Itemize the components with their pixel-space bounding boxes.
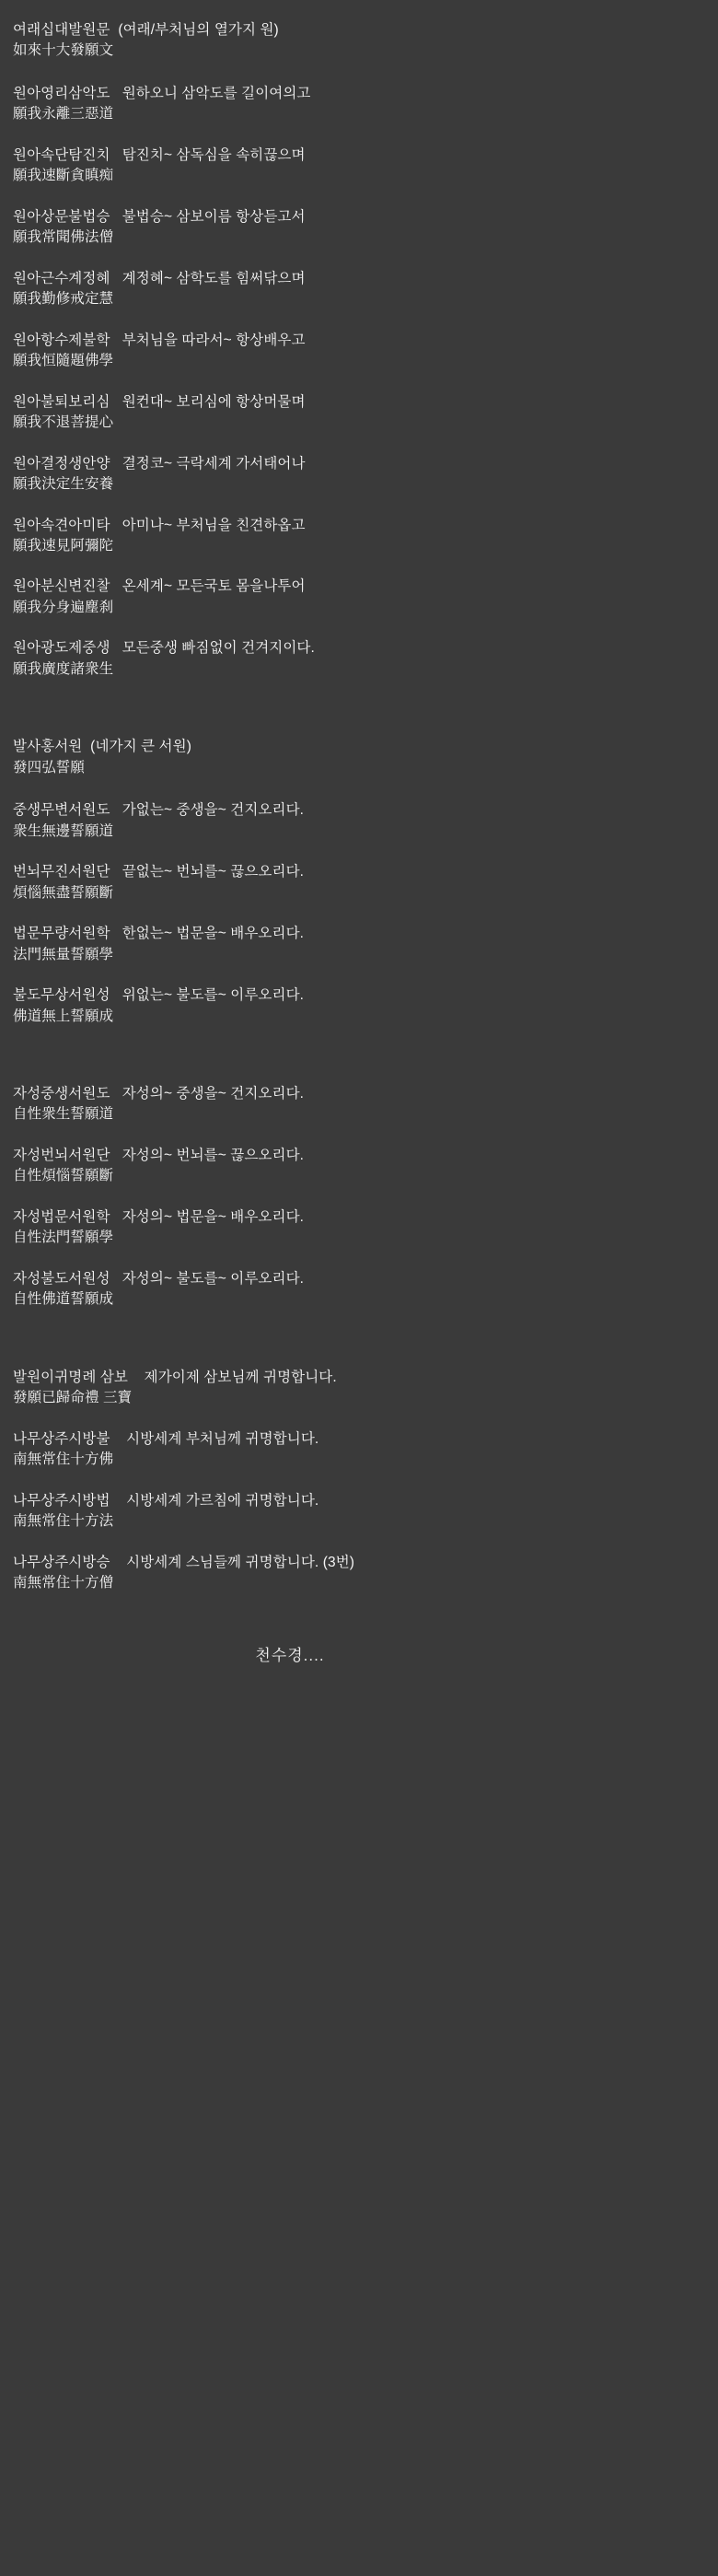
verse-korean: 자성번뇌서원단 자성의~ 번뇌를~ 끊으오리다. <box>13 1147 305 1163</box>
verse-item <box>13 84 705 125</box>
verse-korean: 원아항수제불학 부처님을 따라서~ 항상배우고 <box>13 332 306 348</box>
verse-hanja: 願我決定生安養 <box>13 476 114 493</box>
verse-item <box>13 862 705 903</box>
verse-hanja: 自性佛道誓願成 <box>13 1291 114 1308</box>
verse-hanja: 南無常住十方法 <box>13 1513 114 1530</box>
verse-hanja: 願我恒隨題佛學 <box>13 353 114 369</box>
verse-korean: 자성법문서원학 자성의~ 법문을~ 배우오리다. <box>13 1208 305 1225</box>
verse-item <box>13 207 705 249</box>
footer-label: 천수경.... <box>255 1646 325 1664</box>
verse-hanja: 自性衆生誓願道 <box>13 1106 114 1123</box>
section-title-korean: 여래십대발원문 (여래/부처님의 열가지 원) <box>13 22 279 38</box>
verse-item <box>13 1491 705 1533</box>
verse-hanja: 願我速斷貪瞋痴 <box>13 168 114 184</box>
verse-item <box>13 985 705 1027</box>
verse-hanja: 願我廣度諸衆生 <box>13 660 114 677</box>
document-footer <box>13 1642 705 1665</box>
verse-item <box>13 1429 705 1471</box>
verse-item <box>13 638 705 680</box>
verse-hanja: 南無常住十方佛 <box>13 1451 114 1468</box>
verse-korean: 중생무변서원도 가없는~ 중생을~ 건지오리다. <box>13 802 305 819</box>
verse-korean: 번뇌무진서원단 끝없는~ 번뇌를~ 끊으오리다. <box>13 864 305 880</box>
verse-item <box>13 1207 705 1249</box>
verse-item <box>13 1553 705 1594</box>
verse-item <box>13 1368 705 1409</box>
verse-item <box>13 516 705 557</box>
verse-hanja: 煩惱無盡誓願斷 <box>13 884 114 901</box>
verse-hanja: 自性法門誓願學 <box>13 1230 114 1246</box>
verse-korean: 원아근수계정혜 계정혜~ 삼학도를 힘써닦으며 <box>13 270 306 286</box>
section-spacer <box>13 700 705 737</box>
verse-item <box>13 1084 705 1125</box>
verse-item <box>13 392 705 434</box>
verse-korean: 나무상주시방승 시방세계 스님들께 귀명합니다. (3번) <box>13 1554 355 1570</box>
verse-item <box>13 577 705 618</box>
document-content <box>0 20 718 1702</box>
verse-hanja: 發願已歸命禮 三寶 <box>13 1390 133 1406</box>
verse-item <box>13 269 705 310</box>
verse-hanja: 願我分身遍塵刹 <box>13 599 114 615</box>
verse-hanja: 願我速見阿彌陀 <box>13 537 114 554</box>
verse-korean: 나무상주시방법 시방세계 가르침에 귀명합니다. <box>13 1492 319 1509</box>
bottom-spacer <box>13 1665 705 1702</box>
verse-hanja: 自性煩惱誓願斷 <box>13 1168 114 1184</box>
verse-hanja: 願我永離三惡道 <box>13 106 114 122</box>
verse-korean: 법문무량서원학 한없는~ 법문을~ 배우오리다. <box>13 926 305 942</box>
verse-korean: 불도무상서원성 위없는~ 불도를~ 이루오리다. <box>13 987 305 1004</box>
verse-korean: 원아광도제중생 모든중생 빠짐없이 건겨지이다. <box>13 640 315 657</box>
verse-korean: 자성중생서원도 자성의~ 중생을~ 건지오리다. <box>13 1086 305 1102</box>
verse-hanja: 願我不退菩提心 <box>13 414 114 431</box>
section-spacer <box>13 1331 705 1368</box>
verse-item <box>13 1269 705 1311</box>
verse-item <box>13 331 705 372</box>
section-title-yeorae <box>13 20 705 62</box>
verse-hanja: 佛道無上誓願成 <box>13 1008 114 1024</box>
verse-korean: 나무상주시방불 시방세계 부처님께 귀명합니다. <box>13 1430 319 1447</box>
verse-korean: 원아속견아미타 아미나~ 부처님을 친견하옵고 <box>13 517 306 533</box>
section-title-hongseowon <box>13 737 705 778</box>
verse-korean: 원아상문불법승 불법승~ 삼보이름 항상듣고서 <box>13 208 306 225</box>
verse-item <box>13 454 705 495</box>
verse-hanja: 願我常聞佛法僧 <box>13 229 114 246</box>
section-title-korean: 발사홍서원 (네가지 큰 서원) <box>13 739 191 755</box>
section-title-hanja: 發四弘誓願 <box>13 759 86 775</box>
verse-item <box>13 1146 705 1187</box>
verse-korean: 원아영리삼악도 원하오니 삼악도를 길이여의고 <box>13 85 311 101</box>
verse-item <box>13 800 705 842</box>
verse-korean: 원아분신변진찰 온세계~ 모든국토 몸을나투어 <box>13 578 306 595</box>
verse-korean: 자성불도서원성 자성의~ 불도를~ 이루오리다. <box>13 1270 305 1287</box>
verse-korean: 발원이귀명례 삼보 제가이제 삼보님께 귀명합니다. <box>13 1369 337 1385</box>
verse-korean: 원아속단탐진치 탐진치~ 삼독심을 속히끊으며 <box>13 146 306 163</box>
verse-item <box>13 924 705 965</box>
verse-korean: 원아결정생안양 결정코~ 극락세계 가서태어나 <box>13 455 306 472</box>
verse-korean: 원아불퇴보리심 원컨대~ 보리심에 항상머물며 <box>13 393 306 410</box>
verse-hanja: 願我勤修戒定慧 <box>13 291 114 308</box>
verse-hanja: 法門無量誓願學 <box>13 946 114 962</box>
section-title-hanja: 如來十大發願文 <box>13 42 114 59</box>
section-spacer <box>13 1047 705 1084</box>
verse-item <box>13 146 705 187</box>
verse-hanja: 衆生無邊誓願道 <box>13 822 114 839</box>
verse-hanja: 南無常住十方僧 <box>13 1575 114 1591</box>
